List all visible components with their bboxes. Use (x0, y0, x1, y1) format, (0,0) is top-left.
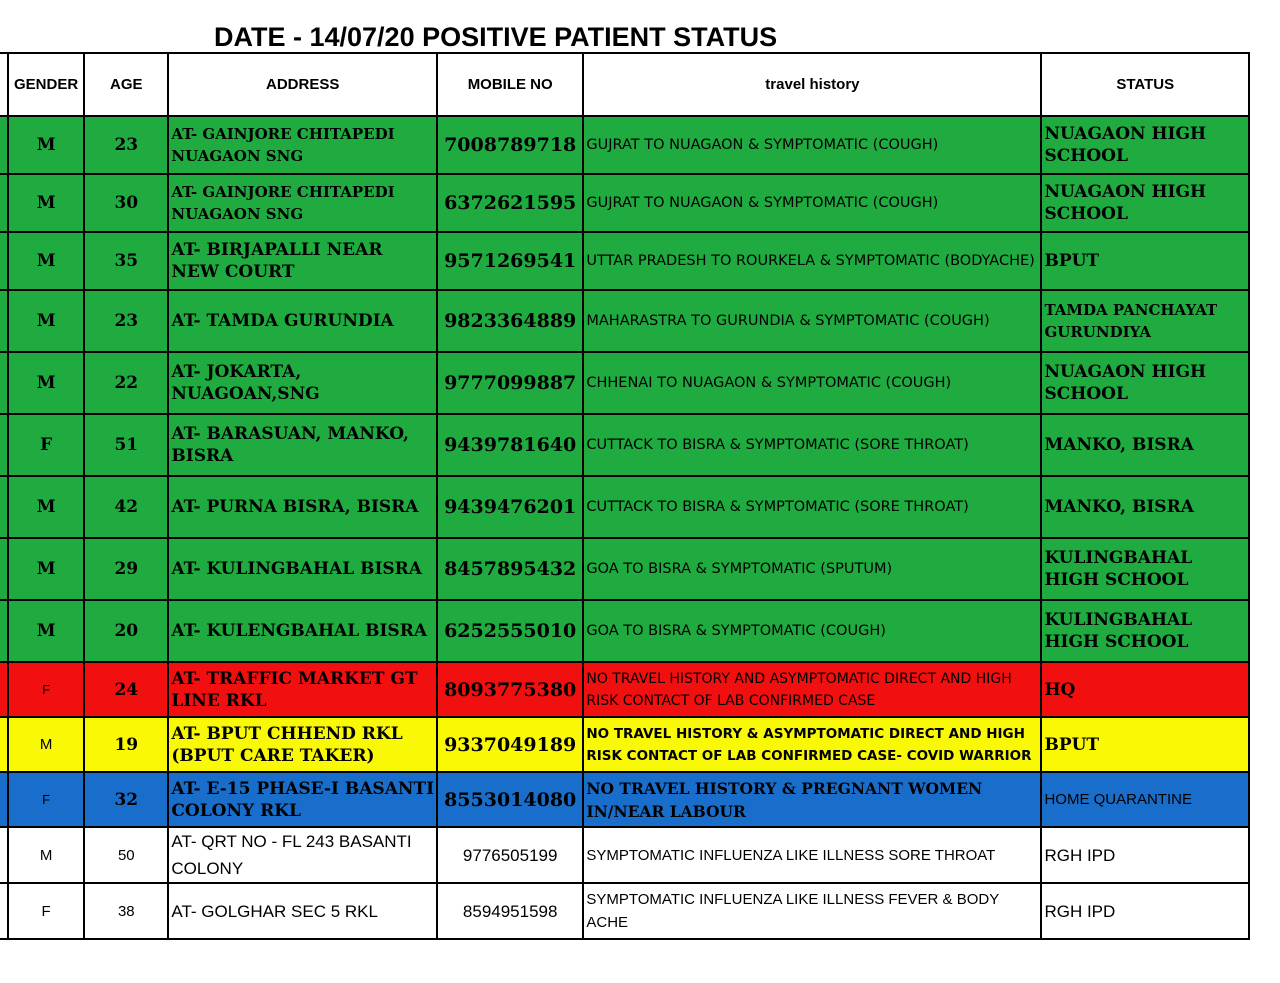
header-mobile: MOBILE NO (437, 53, 583, 116)
travel-history-cell: GOA TO BISRA & SYMPTOMATIC (SPUTUM) (583, 538, 1041, 600)
age-cell: 20 (84, 600, 168, 662)
status-cell: NUAGAON HIGH SCHOOL (1041, 116, 1249, 174)
travel-history-cell: CUTTACK TO BISRA & SYMPTOMATIC (SORE THROAT) (583, 476, 1041, 538)
travel-history-cell: SYMPTOMATIC INFLUENZA LIKE ILLNESS SORE THROAT (583, 827, 1041, 883)
gender-cell: M (8, 290, 84, 352)
gender-cell: F (8, 414, 84, 476)
table-row (0, 883, 1249, 939)
age-cell: 24 (84, 662, 168, 717)
travel-history-cell: SYMPTOMATIC INFLUENZA LIKE ILLNESS FEVER & BODY ACHE (583, 883, 1041, 939)
mobile-cell: 8457895432 (437, 538, 583, 600)
age-cell: 29 (84, 538, 168, 600)
status-cell: RGH IPD (1041, 883, 1249, 939)
row-stub-cell (0, 53, 8, 116)
status-cell: NUAGAON HIGH SCHOOL (1041, 174, 1249, 232)
travel-history-cell: CHHENAI TO NUAGAON & SYMPTOMATIC (COUGH) (583, 352, 1041, 414)
gender-cell: M (8, 174, 84, 232)
table-row (0, 352, 1249, 414)
address-cell: AT- KULENGBAHAL BISRA (168, 600, 437, 662)
age-cell: 23 (84, 116, 168, 174)
gender-cell: M (8, 116, 84, 174)
patient-status-table (0, 52, 1250, 940)
row-stub-cell (0, 827, 8, 883)
page-title: DATE - 14/07/20 POSITIVE PATIENT STATUS (214, 22, 778, 52)
status-cell: BPUT (1041, 232, 1249, 290)
table-row (0, 290, 1249, 352)
row-stub-cell (0, 476, 8, 538)
status-cell: NUAGAON HIGH SCHOOL (1041, 352, 1249, 414)
address-cell: AT- BARASUAN, MANKO, BISRA (168, 414, 437, 476)
table-row (0, 414, 1249, 476)
address-cell: AT- E-15 PHASE-I BASANTI COLONY RKL (168, 772, 437, 827)
gender-cell: M (8, 476, 84, 538)
row-stub-cell (0, 414, 8, 476)
mobile-cell: 9439476201 (437, 476, 583, 538)
status-cell: KULINGBAHAL HIGH SCHOOL (1041, 538, 1249, 600)
status-cell: HOME QUARANTINE (1041, 772, 1249, 827)
travel-history-cell: GUJRAT TO NUAGAON & SYMPTOMATIC (COUGH) (583, 116, 1041, 174)
header-age: AGE (84, 53, 168, 116)
row-stub-cell (0, 174, 8, 232)
travel-history-cell: GOA TO BISRA & SYMPTOMATIC (COUGH) (583, 600, 1041, 662)
mobile-cell: 9823364889 (437, 290, 583, 352)
mobile-cell: 6252555010 (437, 600, 583, 662)
table-row (0, 772, 1249, 827)
row-stub-cell (0, 116, 8, 174)
row-stub-cell (0, 662, 8, 717)
address-cell: AT- PURNA BISRA, BISRA (168, 476, 437, 538)
gender-cell: M (8, 232, 84, 290)
gender-cell: F (8, 772, 84, 827)
row-stub-cell (0, 717, 8, 772)
gender-cell: M (8, 827, 84, 883)
gender-cell: M (8, 538, 84, 600)
table-row (0, 662, 1249, 717)
mobile-cell: 8093775380 (437, 662, 583, 717)
travel-history-cell: NO TRAVEL HISTORY AND ASYMPTOMATIC DIRECT AND HIGH RISK CONTACT OF LAB CONFIRMED CASE (583, 662, 1041, 717)
age-cell: 30 (84, 174, 168, 232)
table-row (0, 174, 1249, 232)
travel-history-cell: MAHARASTRA TO GURUNDIA & SYMPTOMATIC (COUGH) (583, 290, 1041, 352)
status-cell: BPUT (1041, 717, 1249, 772)
status-cell: TAMDA PANCHAYAT GURUNDIYA (1041, 290, 1249, 352)
travel-history-cell: NO TRAVEL HISTORY & ASYMPTOMATIC DIRECT AND HIGH RISK CONTACT OF LAB CONFIRMED CASE- COVID WARRIOR (583, 717, 1041, 772)
age-cell: 22 (84, 352, 168, 414)
travel-history-cell: CUTTACK TO BISRA & SYMPTOMATIC (SORE THROAT) (583, 414, 1041, 476)
travel-history-cell: UTTAR PRADESH TO ROURKELA & SYMPTOMATIC (BODYACHE) (583, 232, 1041, 290)
table-row (0, 600, 1249, 662)
age-cell: 23 (84, 290, 168, 352)
header-address: ADDRESS (168, 53, 437, 116)
mobile-cell: 9337049189 (437, 717, 583, 772)
mobile-cell: 9571269541 (437, 232, 583, 290)
address-cell: AT- TAMDA GURUNDIA (168, 290, 437, 352)
mobile-cell: 9439781640 (437, 414, 583, 476)
gender-cell: F (8, 883, 84, 939)
table-header-row (0, 53, 1249, 116)
table-row (0, 116, 1249, 174)
age-cell: 50 (84, 827, 168, 883)
mobile-cell: 9777099887 (437, 352, 583, 414)
status-cell: MANKO, BISRA (1041, 476, 1249, 538)
travel-history-cell: NO TRAVEL HISTORY & PREGNANT WOMEN IN/NEAR LABOUR (583, 772, 1041, 827)
age-cell: 32 (84, 772, 168, 827)
mobile-cell: 8594951598 (437, 883, 583, 939)
travel-history-cell: GUJRAT TO NUAGAON & SYMPTOMATIC (COUGH) (583, 174, 1041, 232)
gender-cell: M (8, 352, 84, 414)
age-cell: 35 (84, 232, 168, 290)
row-stub-cell (0, 290, 8, 352)
mobile-cell: 7008789718 (437, 116, 583, 174)
age-cell: 42 (84, 476, 168, 538)
address-cell: AT- KULINGBAHAL BISRA (168, 538, 437, 600)
age-cell: 51 (84, 414, 168, 476)
status-cell: KULINGBAHAL HIGH SCHOOL (1041, 600, 1249, 662)
status-cell: HQ (1041, 662, 1249, 717)
mobile-cell: 6372621595 (437, 174, 583, 232)
address-cell: AT- GOLGHAR SEC 5 RKL (168, 883, 437, 939)
mobile-cell: 9776505199 (437, 827, 583, 883)
address-cell: AT- BIRJAPALLI NEAR NEW COURT (168, 232, 437, 290)
address-cell: AT- TRAFFIC MARKET GT LINE RKL (168, 662, 437, 717)
header-status: STATUS (1041, 53, 1249, 116)
status-cell: RGH IPD (1041, 827, 1249, 883)
table-row (0, 476, 1249, 538)
table-row (0, 827, 1249, 883)
address-cell: AT- BPUT CHHEND RKL (BPUT CARE TAKER) (168, 717, 437, 772)
address-cell: AT- GAINJORE CHITAPEDI NUAGAON SNG (168, 116, 437, 174)
row-stub-cell (0, 538, 8, 600)
gender-cell: F (8, 662, 84, 717)
row-stub-cell (0, 883, 8, 939)
gender-cell: M (8, 600, 84, 662)
age-cell: 19 (84, 717, 168, 772)
table-row (0, 232, 1249, 290)
row-stub-cell (0, 600, 8, 662)
address-cell: AT- GAINJORE CHITAPEDI NUAGAON SNG (168, 174, 437, 232)
mobile-cell: 8553014080 (437, 772, 583, 827)
age-cell: 38 (84, 883, 168, 939)
table-row (0, 717, 1249, 772)
address-cell: AT- JOKARTA, NUAGOAN,SNG (168, 352, 437, 414)
header-travel-history: travel history (583, 53, 1041, 116)
address-cell: AT- QRT NO - FL 243 BASANTI COLONY (168, 827, 437, 883)
status-cell: MANKO, BISRA (1041, 414, 1249, 476)
table-row (0, 538, 1249, 600)
row-stub-cell (0, 232, 8, 290)
row-stub-cell (0, 352, 8, 414)
row-stub-cell (0, 772, 8, 827)
gender-cell: M (8, 717, 84, 772)
header-gender: GENDER (8, 53, 84, 116)
